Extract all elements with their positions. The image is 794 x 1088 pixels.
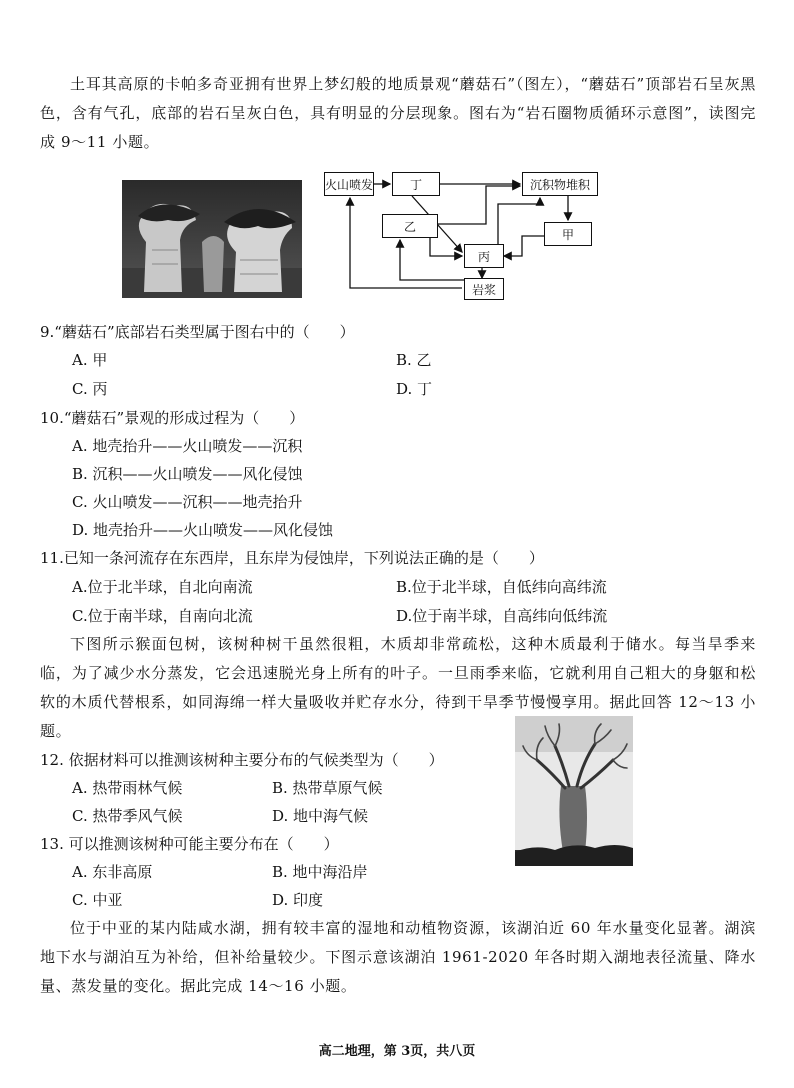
- yi-box: 乙: [382, 214, 438, 238]
- q9-option-b: B. 乙: [396, 351, 432, 369]
- q9-option-c: C. 丙: [72, 380, 108, 398]
- baobab-tree-photo: [515, 716, 633, 866]
- q10-option-a: A. 地壳抬升——火山喷发——沉积: [72, 437, 303, 455]
- q13-option-c: C. 中亚: [72, 891, 123, 909]
- q12-option-d: D. 地中海气候: [272, 807, 369, 825]
- q11-option-c: C.位于南半球，自南向北流: [72, 607, 253, 625]
- q13-option-a: A. 东非高原: [72, 863, 153, 881]
- volcano-box: 火山喷发: [324, 172, 374, 196]
- q12-option-b: B. 热带草原气候: [272, 779, 383, 797]
- rock-cycle-diagram: [322, 168, 622, 302]
- mushroom-rock-photo: [122, 180, 302, 298]
- q13-option-d: D. 印度: [272, 891, 324, 909]
- question-10-stem: 10.“蘑菇石”景观的形成过程为（ ）: [40, 409, 305, 427]
- question-12-stem: 12. 依据材料可以推测该树种主要分布的气候类型为（ ）: [40, 751, 444, 769]
- q11-option-d: D.位于南半球，自高纬向低纬流: [396, 607, 608, 625]
- intro-paragraph-3: 位于中亚的某内陆咸水湖，拥有较丰富的湿地和动植物资源，该湖泊近 60 年水量变化显著。湖滨地下水与湖泊互为补给，但补给量较少。下图示意该湖泊 1961-2020 年各时期入湖地表径流量、降水量、蒸发量的变化。据此完成 14～16 小题。: [40, 919, 756, 995]
- question-9-stem: 9.“蘑菇石”底部岩石类型属于图右中的（ ）: [40, 323, 355, 341]
- q10-option-d: D. 地壳抬升——火山喷发——风化侵蚀: [72, 521, 334, 539]
- jia-box: 甲: [544, 222, 592, 246]
- magma-box: 岩浆: [464, 278, 504, 300]
- q11-option-a: A.位于北半球，自北向南流: [72, 578, 253, 596]
- bing-box: 丙: [464, 244, 504, 268]
- intro-paragraph-2: 下图所示猴面包树，该树种树干虽然很粗，木质却非常疏松，这种木质最利于储水。每当旱季来临，为了减少水分蒸发，它会迅速脱光身上所有的叶子。一旦雨季来临，它就利用自己粗大的身躯和松软的木质代替根系，如同海绵一样大量吸收并贮存水分，待到干旱季节慢慢享用。据此回答 12～13 小题。: [40, 635, 756, 740]
- q11-option-b: B.位于北半球，自低纬向高纬流: [396, 578, 607, 596]
- page-footer: 高二地理，第 3页，共八页: [318, 1044, 476, 1059]
- intro-paragraph-1: 土耳其高原的卡帕多奇亚拥有世界上梦幻般的地质景观“蘑菇石”（图左），“蘑菇石”顶部岩石呈灰黑色，含有气孔，底部的岩石呈灰白色，具有明显的分层现象。图右为“岩石圈物质循环示意图”，读图完成 9～11 小题。: [40, 75, 756, 151]
- ding-box: 丁: [392, 172, 440, 196]
- q10-option-c: C. 火山喷发——沉积——地壳抬升: [72, 493, 303, 511]
- q12-option-c: C. 热带季风气候: [72, 807, 183, 825]
- question-13-stem: 13. 可以推测该树种可能主要分布在（ ）: [40, 835, 339, 853]
- q9-option-a: A. 甲: [72, 351, 108, 369]
- q12-option-a: A. 热带雨林气候: [72, 779, 183, 797]
- sediment-box: 沉积物堆积: [522, 172, 598, 196]
- q10-option-b: B. 沉积——火山喷发——风化侵蚀: [72, 465, 303, 483]
- q13-option-b: B. 地中海沿岸: [272, 863, 368, 881]
- q9-option-d: D. 丁: [396, 380, 433, 398]
- question-11-stem: 11.已知一条河流存在东西岸，且东岸为侵蚀岸，下列说法正确的是（ ）: [40, 549, 544, 567]
